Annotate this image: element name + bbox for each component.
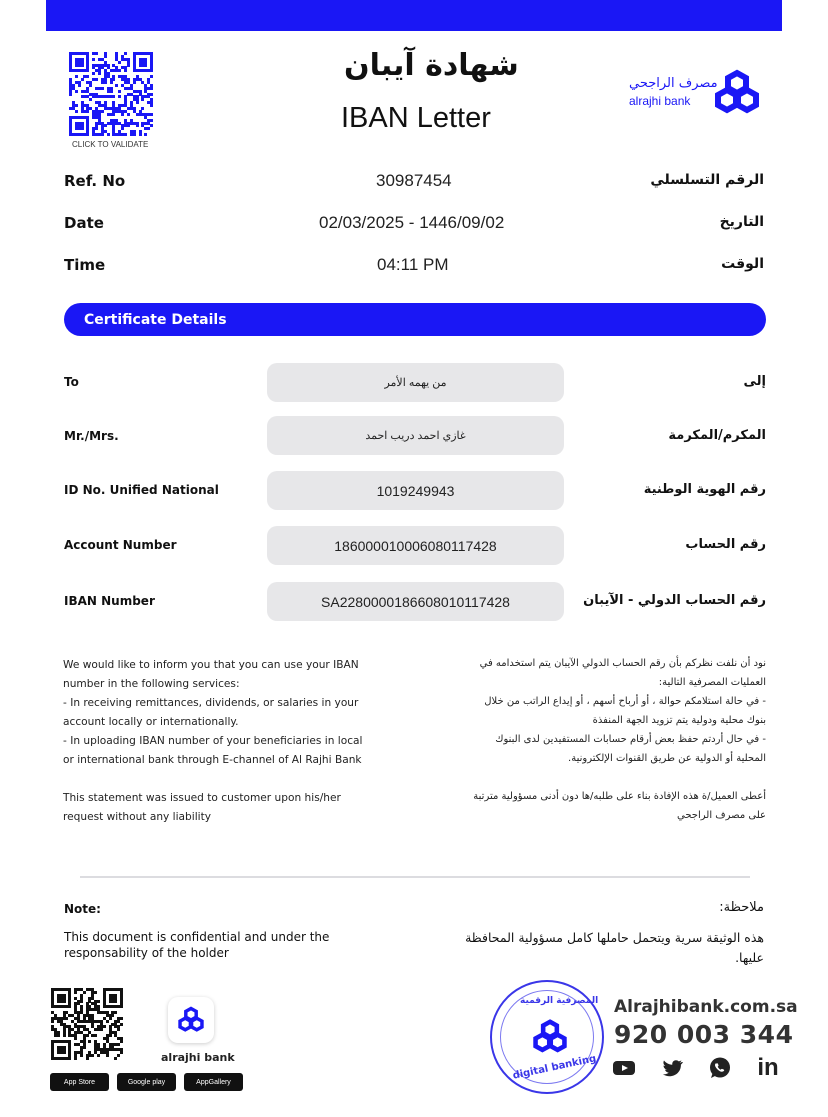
qr-module bbox=[144, 133, 147, 136]
info-ar-line: المحلية أو الدولية عن طريق القنوات الإلكترونية. bbox=[568, 753, 766, 764]
website-link[interactable]: Alrajhibank.com.sa bbox=[614, 997, 798, 1017]
qr-module bbox=[51, 1020, 54, 1023]
qr-module bbox=[120, 1005, 123, 1008]
qr-module bbox=[86, 69, 89, 72]
qr-module bbox=[57, 1034, 60, 1037]
date-label-ar: التاريخ bbox=[719, 214, 764, 230]
whatsapp-icon[interactable] bbox=[708, 1056, 732, 1080]
qr-module bbox=[104, 81, 107, 84]
iban-label-ar: رقم الحساب الدولي - الآيبان bbox=[583, 593, 766, 608]
qr-module bbox=[106, 1020, 109, 1023]
qr-module bbox=[118, 90, 121, 93]
id-label-en: ID No. Unified National bbox=[64, 483, 219, 497]
info-ar-line: - في حال أردتم حفظ بعض أرقام حسابات المستفيدين لدى البنوك bbox=[495, 734, 766, 745]
qr-module bbox=[80, 1054, 83, 1057]
qr-module bbox=[74, 1057, 77, 1060]
iban-label-en: IBAN Number bbox=[64, 594, 155, 608]
app-download-qr-code[interactable] bbox=[51, 988, 123, 1060]
qr-module bbox=[112, 95, 115, 98]
qr-module bbox=[74, 1037, 77, 1040]
qr-module bbox=[115, 84, 118, 87]
qr-module bbox=[81, 78, 84, 81]
certificate-details-bar bbox=[64, 303, 766, 336]
qr-module bbox=[120, 1040, 123, 1043]
qr-module bbox=[121, 113, 124, 116]
youtube-icon[interactable] bbox=[612, 1056, 636, 1080]
to-field: من يهمه الأمر bbox=[267, 363, 564, 402]
qr-module bbox=[110, 90, 113, 93]
qr-module bbox=[104, 55, 107, 58]
stamp-logo-icon bbox=[530, 1018, 570, 1056]
qr-module bbox=[117, 1054, 120, 1057]
qr-module bbox=[120, 1017, 123, 1020]
qr-module bbox=[101, 133, 104, 136]
qr-module bbox=[150, 69, 153, 72]
iban-field: SA2280000186608010117428 bbox=[267, 582, 564, 621]
google-play-badge[interactable]: Google play bbox=[117, 1073, 176, 1091]
qr-module bbox=[63, 1051, 66, 1054]
qr-module bbox=[141, 98, 144, 101]
ref-value: 30987454 bbox=[376, 171, 452, 190]
qr-module bbox=[68, 1057, 71, 1060]
qr-module bbox=[150, 124, 153, 127]
qr-module bbox=[136, 101, 139, 104]
info-ar-line: بنوك محلية ودولية يتم تزويد الجهة المنفذة bbox=[592, 715, 766, 726]
info-en-line: This statement was issued to customer upon his/her bbox=[63, 792, 341, 804]
qr-module bbox=[75, 104, 78, 107]
qr-module bbox=[86, 75, 89, 78]
qr-module bbox=[121, 127, 124, 130]
qr-module bbox=[86, 1057, 89, 1060]
qr-module bbox=[124, 69, 127, 72]
qr-module bbox=[118, 69, 121, 72]
app-logo-icon bbox=[176, 1005, 206, 1035]
qr-module bbox=[114, 1011, 117, 1014]
qr-module bbox=[120, 1023, 123, 1026]
qr-module bbox=[112, 113, 115, 116]
info-en-line: number in the following services: bbox=[63, 678, 240, 690]
info-en-line: request without any liability bbox=[63, 811, 212, 823]
qr-module bbox=[75, 110, 78, 113]
time-label-ar: الوقت bbox=[721, 256, 764, 272]
app-gallery-badge[interactable]: AppGallery bbox=[184, 1073, 243, 1091]
qr-module bbox=[65, 1017, 68, 1020]
qr-module bbox=[83, 991, 86, 994]
qr-module bbox=[104, 124, 107, 127]
qr-module bbox=[63, 1034, 66, 1037]
time-label-en: Time bbox=[64, 256, 106, 274]
qr-module bbox=[117, 1043, 120, 1046]
qr-module bbox=[111, 1014, 114, 1017]
qr-module bbox=[80, 1000, 83, 1003]
qr-module bbox=[68, 1005, 71, 1008]
qr-module bbox=[101, 87, 104, 90]
qr-module bbox=[127, 113, 130, 116]
name-label-ar: المكرم/المكرمة bbox=[668, 428, 766, 443]
qr-module bbox=[114, 1057, 117, 1060]
bank-logo-icon bbox=[711, 68, 763, 118]
info-ar-line: على مصرف الراجحي bbox=[677, 810, 766, 821]
qr-module bbox=[78, 84, 81, 87]
qr-module bbox=[127, 64, 130, 67]
qr-module bbox=[101, 110, 104, 113]
qr-module bbox=[150, 75, 153, 78]
qr-module bbox=[110, 81, 113, 84]
info-en-line: - In receiving remittances, dividends, or salaries in your bbox=[63, 697, 359, 709]
qr-module bbox=[100, 1028, 103, 1031]
qr-module bbox=[147, 127, 150, 130]
app-store-badge[interactable]: App Store bbox=[50, 1073, 109, 1091]
qr-module bbox=[89, 98, 92, 101]
account-label-en: Account Number bbox=[64, 538, 177, 552]
qr-module bbox=[136, 124, 139, 127]
name-field: غازي احمد دريب احمد bbox=[267, 416, 564, 455]
info-en-line: account locally or internationally. bbox=[63, 716, 239, 728]
qr-module bbox=[97, 1000, 100, 1003]
digital-banking-stamp bbox=[490, 980, 604, 1094]
bank-name-english: alrajhi bank bbox=[629, 94, 691, 108]
ref-label-en: Ref. No bbox=[64, 172, 126, 190]
stamp-bottom-text: digital banking bbox=[511, 1053, 598, 1082]
name-label-en: Mr./Mrs. bbox=[64, 429, 119, 443]
account-field: 186000010006080117428 bbox=[267, 526, 564, 565]
qr-module bbox=[118, 95, 121, 98]
app-name: alrajhi bank bbox=[161, 1051, 235, 1064]
qr-module bbox=[95, 127, 98, 130]
qr-module bbox=[106, 1054, 109, 1057]
note-text-ar: هذه الوثيقة سرية ويتحمل حاملها كامل مسؤولية المحافظة عليها. bbox=[465, 930, 764, 965]
time-value: 04:11 PM bbox=[377, 255, 449, 274]
qr-module bbox=[103, 1025, 106, 1028]
info-en-line: or international bank through E-channel of Al Rajhi Bank bbox=[63, 754, 362, 766]
qr-module bbox=[112, 78, 115, 81]
date-label-en: Date bbox=[64, 214, 104, 232]
qr-module bbox=[127, 124, 130, 127]
stamp-top-text: المصرفية الرقمية bbox=[520, 996, 599, 1006]
divider bbox=[80, 876, 750, 878]
qr-module bbox=[92, 58, 95, 61]
qr-module bbox=[120, 1051, 123, 1054]
note-text-en: This document is confidential and under the responsability of the holder bbox=[64, 930, 330, 960]
bank-logo bbox=[625, 68, 765, 120]
qr-module bbox=[109, 1017, 112, 1020]
info-english bbox=[63, 656, 383, 827]
qr-module bbox=[74, 991, 77, 994]
qr-module bbox=[141, 107, 144, 110]
validate-qr-code[interactable] bbox=[69, 52, 153, 136]
to-label-ar: إلى bbox=[743, 374, 766, 389]
twitter-icon[interactable] bbox=[660, 1056, 684, 1080]
info-arabic bbox=[416, 654, 766, 825]
qr-module bbox=[150, 87, 153, 90]
id-label-ar: رقم الهوية الوطنية bbox=[643, 482, 766, 497]
section-title: Certificate Details bbox=[84, 312, 227, 328]
qr-module bbox=[133, 81, 136, 84]
qr-module bbox=[86, 1034, 89, 1037]
qr-module bbox=[109, 1034, 112, 1037]
qr-module bbox=[88, 1040, 91, 1043]
qr-module bbox=[86, 110, 89, 113]
info-ar-line: - في حالة استلامكم حوالة ، أو أرباح أسهم ، أو إيداع الراتب من خلال bbox=[484, 696, 766, 707]
qr-module bbox=[95, 78, 98, 81]
qr-module bbox=[92, 72, 95, 75]
qr-module bbox=[139, 133, 142, 136]
qr-module bbox=[150, 93, 153, 96]
qr-module bbox=[118, 61, 121, 64]
qr-module bbox=[98, 72, 101, 75]
bank-name-arabic: مصرف الراجحي bbox=[629, 76, 718, 91]
qr-module bbox=[94, 991, 97, 994]
qr-module bbox=[95, 52, 98, 55]
qr-module bbox=[150, 119, 153, 122]
qr-module bbox=[97, 1054, 100, 1057]
info-en-line: - In uploading IBAN number of your beneficiaries in local bbox=[63, 735, 363, 747]
info-ar-line: أعطى العميل/ة هذه الإفادة بناء على طلبه/ها دون أدنى مسؤولية مترتبة bbox=[473, 791, 766, 802]
qr-module bbox=[89, 84, 92, 87]
validate-caption: CLICK TO VALIDATE bbox=[72, 140, 149, 149]
title-english: IBAN Letter bbox=[341, 102, 491, 134]
info-en-line: We would like to inform you that you can use your IBAN bbox=[63, 659, 359, 671]
title-arabic: شهادة آيبان bbox=[344, 48, 519, 83]
qr-module bbox=[133, 133, 136, 136]
note-label-en: Note: bbox=[64, 902, 101, 916]
qr-module bbox=[86, 133, 89, 136]
qr-module bbox=[114, 1000, 117, 1003]
qr-module bbox=[150, 113, 153, 116]
qr-module bbox=[124, 133, 127, 136]
qr-module bbox=[75, 75, 78, 78]
qr-module bbox=[124, 52, 127, 55]
qr-module bbox=[117, 1028, 120, 1031]
top-color-band bbox=[46, 0, 782, 31]
qr-module bbox=[91, 1054, 94, 1057]
qr-module bbox=[63, 1000, 66, 1003]
id-field: 1019249943 bbox=[267, 471, 564, 510]
qr-module bbox=[81, 64, 84, 67]
qr-module bbox=[69, 93, 72, 96]
ref-label-ar: الرقم التسلسلي bbox=[650, 172, 764, 188]
date-value: 02/03/2025 - 1446/09/02 bbox=[319, 213, 505, 232]
note-label-ar: ملاحظة: bbox=[719, 900, 764, 915]
qr-module bbox=[75, 90, 78, 93]
qr-module bbox=[83, 1046, 86, 1049]
qr-module bbox=[94, 1034, 97, 1037]
to-label-en: To bbox=[64, 375, 79, 389]
qr-module bbox=[107, 133, 110, 136]
account-label-ar: رقم الحساب bbox=[685, 537, 766, 552]
qr-module bbox=[144, 64, 147, 67]
info-ar-line: نود أن نلفت نظركم بأن رقم الحساب الدولي الآيبان يتم استخدامه في bbox=[479, 658, 766, 669]
qr-module bbox=[150, 104, 153, 107]
qr-module bbox=[81, 127, 84, 130]
phone-number[interactable]: 920 003 344 bbox=[614, 1020, 794, 1049]
app-icon[interactable] bbox=[168, 997, 214, 1043]
info-ar-line: العمليات المصرفية التالية: bbox=[658, 677, 766, 688]
linkedin-icon[interactable]: in bbox=[757, 1054, 779, 1081]
